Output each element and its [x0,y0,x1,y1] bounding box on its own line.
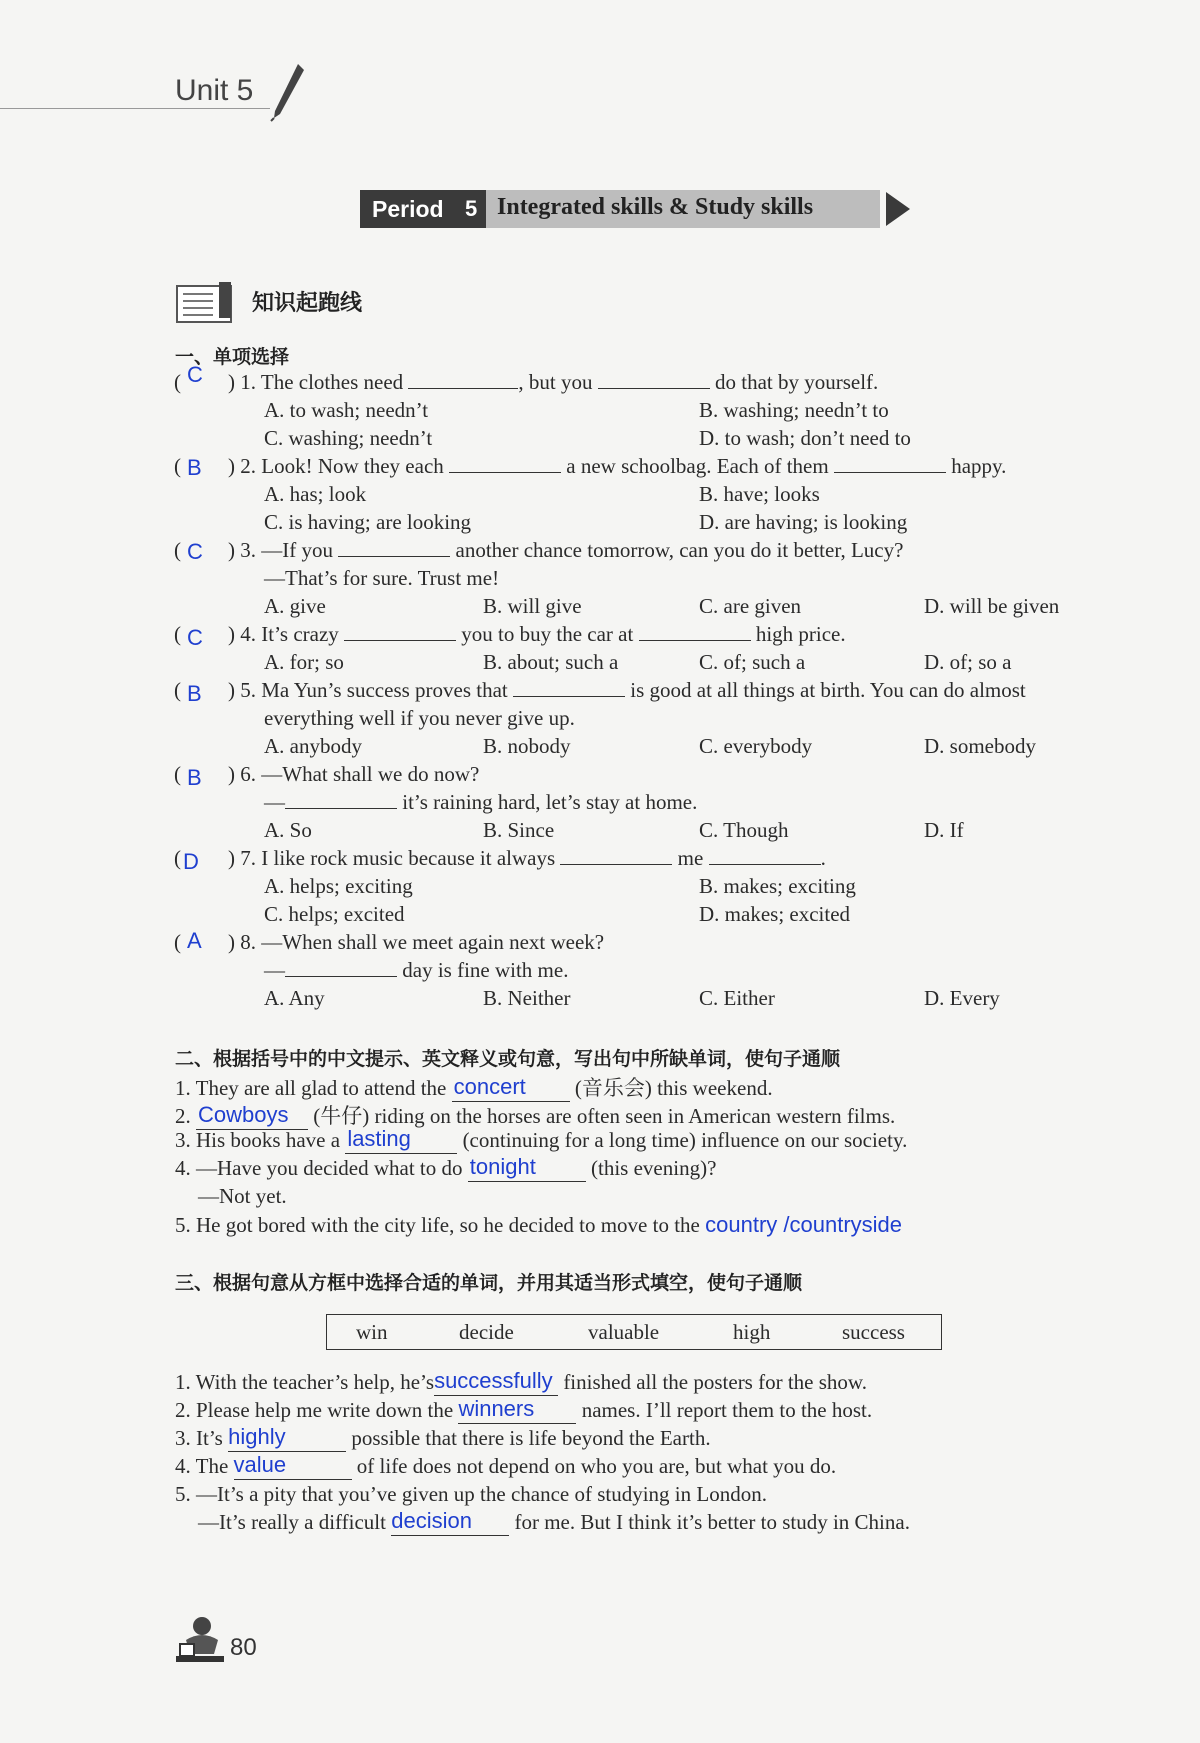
q8-num: ) 8. [228,930,256,954]
p3-s5: 5. —It’s a pity that you’ve given up the chance of studying in London. [175,1482,767,1506]
p3-s2-pre: 2. Please help me write down the [175,1398,454,1422]
q6-option-b: B. Since [483,818,555,842]
p2-s3-post: (continuing for a long time) influence on our society. [462,1128,908,1152]
q4-option-a: A. for; so [264,650,344,674]
q5-line2: everything well if you never give up. [264,706,575,730]
q2-blank2 [834,472,946,473]
p3-s5-post: for me. But I think it’s better to study in China. [514,1510,910,1534]
word-box-item: success [842,1320,905,1344]
q3-option-a: A. give [264,594,326,618]
q8-blank1 [285,976,397,977]
q2-text2: a new schoolbag. Each of them [566,454,829,478]
p2-s4-answer: tonight [469,1154,536,1179]
q4-stem [228,622,846,647]
q1-option-a: A. to wash; needn’t [264,398,429,422]
q5-text2: is good at all things at birth. You can do almost [630,678,1026,702]
p2-s1-blank [452,1076,570,1102]
p2-s1-pre: 1. They are all glad to attend the [175,1076,447,1100]
q3-stem [228,538,903,563]
part1-heading: 一、单项选择 [175,346,290,368]
p2-s4-pre: 4. —Have you decided what to do [175,1156,463,1180]
q5-option-d: D. somebody [924,734,1036,758]
q6-option-a: A. So [264,818,312,842]
q7-option-a: A. helps; exciting [264,874,413,898]
p2-s3-answer: lasting [347,1126,411,1151]
q4-paren: ( [174,622,181,646]
p2-s2-blank [196,1104,308,1130]
q2-option-c: C. is having; are looking [264,510,472,534]
q6-num: ) 6. [228,762,256,786]
section-title: 知识起跑线 [252,291,363,316]
p2-s2-answer: Cowboys [198,1102,289,1127]
word-box-item: decide [459,1320,514,1344]
q8-paren: ( [174,930,181,954]
q5-paren: ( [174,678,181,702]
q2-stem [228,454,1006,479]
q5-option-b: B. nobody [483,734,571,758]
q1-text2: , but you [518,370,593,394]
q6-stem [228,762,479,787]
q1-num: ) 1. [228,370,256,394]
q6-blank1 [285,808,397,809]
reader-icon [172,1614,228,1666]
unit-title: Unit 5 [175,74,254,107]
p2-s4-blank [468,1156,586,1182]
q1-paren: ( [174,370,181,394]
q1-answer: C [187,362,203,387]
q5-answer: B [187,681,202,706]
q1-blank1 [408,388,518,389]
q2-text1: Look! Now they each [261,454,444,478]
q4-option-c: C. of; such a [699,650,806,674]
q8-text3: day is fine with me. [402,958,569,982]
q3-option-b: B. will give [483,594,582,618]
p3-s1-answer: successfully [434,1368,553,1393]
q6-option-c: C. Though [699,818,789,842]
q4-answer: C [187,625,203,650]
p2-s2 [175,1100,895,1130]
q5-option-c: C. everybody [699,734,813,758]
p3-s1-blank [434,1370,558,1396]
q7-text1: I like rock music because it always [261,846,556,870]
q2-option-b: B. have; looks [699,482,820,506]
word-box-item: win [356,1320,388,1344]
q7-blank1 [560,864,672,865]
p3-s4 [175,1454,836,1480]
p3-s4-post: of life does not depend on who you are, but what you do. [356,1454,837,1478]
q1-option-d: D. to wash; don’t need to [699,426,911,450]
q5-num: ) 5. [228,678,256,702]
page-number: 80 [230,1634,257,1661]
q7-blank2 [709,864,821,865]
word-box-item: high [733,1320,771,1344]
q2-answer: B [187,455,202,480]
p2-s1 [175,1072,773,1102]
q7-text3: . [820,846,826,870]
p3-s5-blank [391,1510,509,1536]
q5-text1: Ma Yun’s success proves that [261,678,508,702]
q2-text3: happy. [951,454,1007,478]
q7-text2: me [677,846,704,870]
part3-heading: 三、根据句意从方框中选择合适的单词，并用其适当形式填空，使句子通顺 [175,1272,803,1294]
p3-s4-answer: value [233,1452,287,1477]
q1-text3: do that by yourself. [715,370,879,394]
q7-option-b: B. makes; exciting [699,874,856,898]
p3-s1-post: finished all the posters for the show. [563,1370,867,1394]
q7-num: ) 7. [228,846,256,870]
p2-s3 [175,1128,907,1154]
q8-line2 [264,958,568,983]
q8-stem [228,930,604,955]
period-number: 5 [465,196,478,221]
p2-s5 [175,1212,902,1238]
q4-num: ) 4. [228,622,256,646]
q2-num: ) 2. [228,454,256,478]
p3-s3-post: possible that there is life beyond the Earth. [351,1426,711,1450]
p3-s3-pre: 3. It’s [175,1426,223,1450]
q6-text3: it’s raining hard, let’s stay at home. [402,790,698,814]
q1-blank2 [598,388,710,389]
p3-s5-line2 [198,1510,910,1536]
p2-s1-answer: concert [453,1074,526,1099]
q6-line2 [264,790,697,815]
q6-dash: — [264,790,285,814]
q4-option-d: D. of; so a [924,650,1012,674]
p2-s4 [175,1156,716,1182]
p3-s5-pre2: —It’s really a difficult [198,1510,386,1534]
q2-option-d: D. are having; is looking [699,510,908,534]
q6-answer: B [187,765,202,790]
p3-s1-pre: 1. With the teacher’s help, he’s [175,1370,435,1394]
q5-stem [228,678,1026,703]
q3-option-d: D. will be given [924,594,1060,618]
q5-option-a: A. anybody [264,734,362,758]
p3-s3-blank [228,1426,346,1452]
p2-s2-pre: 2. [175,1104,191,1128]
p3-s1 [175,1370,867,1396]
q8-answer: A [187,928,202,953]
q3-text2: another chance tomorrow, can you do it better, Lucy? [455,538,904,562]
p2-s5-answer: country /countryside [705,1212,902,1237]
p3-s2-blank [458,1398,576,1424]
p2-s2-post: (牛仔) riding on the horses are often seen in American western films. [313,1104,896,1128]
q4-option-b: B. about; such a [483,650,619,674]
header-rule [0,108,270,109]
q1-option-b: B. washing; needn’t to [699,398,889,422]
q6-paren: ( [174,762,181,786]
q1-text1: The clothes need [260,370,404,394]
q8-option-c: C. Either [699,986,775,1010]
q8-option-a: A. Any [264,986,325,1010]
q8-text1: —When shall we meet again next week? [261,930,605,954]
p3-s4-pre: 4. The [175,1454,229,1478]
q3-paren: ( [174,538,181,562]
q3-answer: C [187,539,203,564]
q3-blank1 [338,556,450,557]
q6-text1: —What shall we do now? [261,762,480,786]
p3-s2 [175,1398,872,1424]
q2-paren: ( [174,454,181,478]
p3-s3 [175,1426,711,1452]
p2-s4-line2: —Not yet. [198,1184,287,1208]
book-icon [175,280,235,326]
q4-blank2 [639,640,751,641]
q4-text2: you to buy the car at [461,622,634,646]
q3-option-c: C. are given [699,594,802,618]
p2-s5-pre: 5. He got bored with the city life, so he decided to move to the [175,1213,700,1237]
pen-icon [268,62,308,122]
p2-s1-post: (音乐会) this weekend. [574,1076,773,1100]
q1-stem [228,370,878,395]
word-box-item: valuable [588,1320,660,1344]
q7-answer: D [183,849,199,874]
q8-option-d: D. Every [924,986,1000,1010]
arrow-icon [884,190,912,228]
q7-paren: ( [174,846,181,870]
q4-text3: high price. [755,622,846,646]
q7-stem [228,846,826,871]
q1-option-c: C. washing; needn’t [264,426,433,450]
p3-s5-answer: decision [391,1508,472,1533]
q4-blank1 [344,640,456,641]
period-label: Period [372,196,444,222]
q4-text1: It’s crazy [261,622,339,646]
q3-text1: —If you [261,538,333,562]
q3-line2: —That’s for sure. Trust me! [264,566,500,590]
p3-s3-answer: highly [228,1424,286,1449]
period-title: Integrated skills & Study skills [497,194,814,220]
part2-heading: 二、根据括号中的中文提示、英文释义或句意，写出句中所缺单词，使句子通顺 [175,1048,841,1070]
p3-s2-post: names. I’ll report them to the host. [581,1398,873,1422]
p2-s3-blank [345,1128,457,1154]
q7-option-c: C. helps; excited [264,902,405,926]
q2-option-a: A. has; look [264,482,367,506]
q5-blank1 [513,696,625,697]
p2-s4-post: (this evening)? [591,1156,717,1180]
q8-dash: — [264,958,285,982]
p3-s4-blank [234,1454,352,1480]
p2-s3-pre: 3. His books have a [175,1128,341,1152]
q7-option-d: D. makes; excited [699,902,851,926]
q3-num: ) 3. [228,538,256,562]
q2-blank1 [449,472,561,473]
q6-option-d: D. If [924,818,964,842]
p3-s2-answer: winners [458,1396,535,1421]
q8-option-b: B. Neither [483,986,571,1010]
